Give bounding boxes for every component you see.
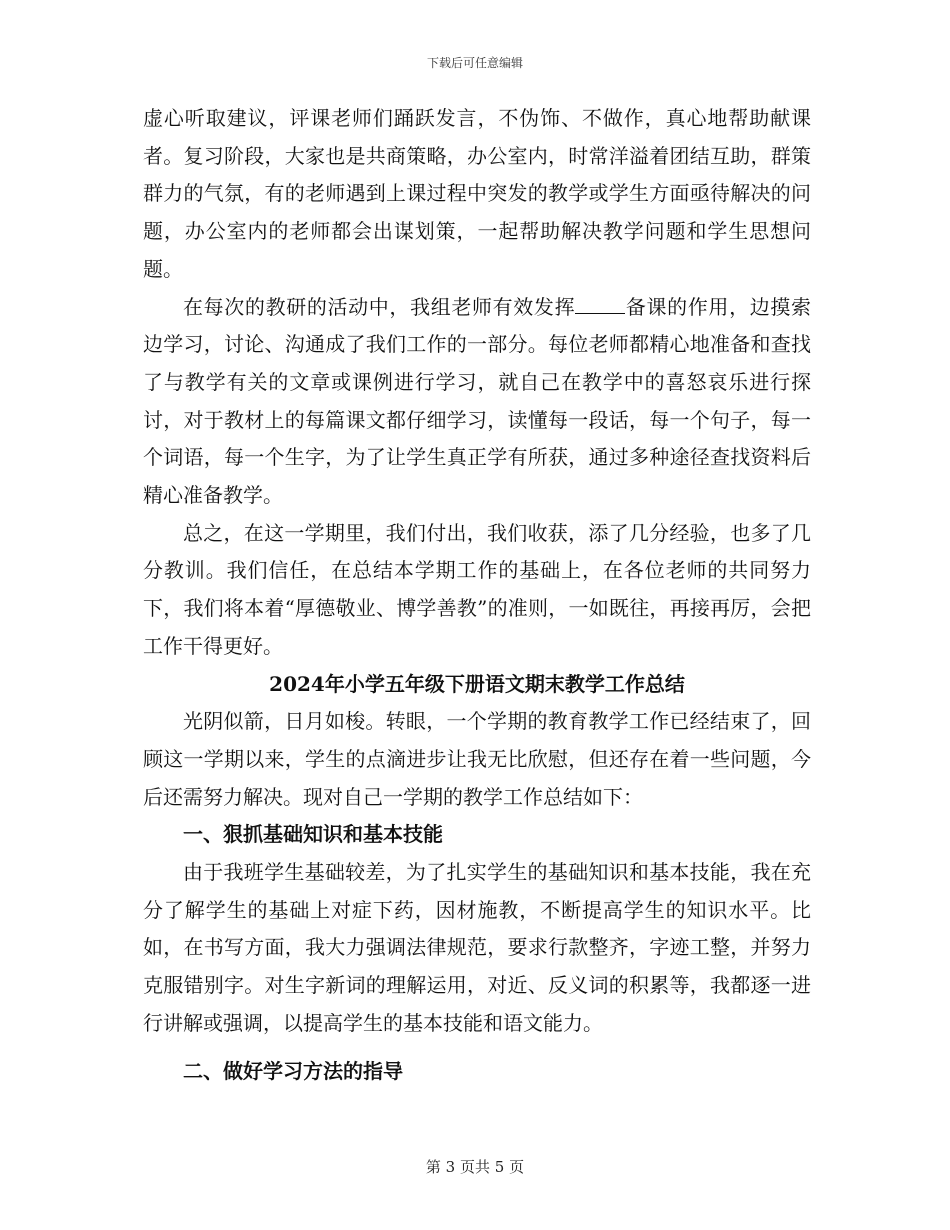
section-heading-1: 一、狠抓基础知识和基本技能 — [183, 822, 443, 847]
page-footer: 第 3 页共 5 页 — [425, 1158, 525, 1176]
paragraph-continued: 虚心听取建议，评课老师们踊跃发言，不伪饰、不做作，真心地帮助献课者。复习阶段，大家也是共商策略，办公室内，时常洋溢着团结互助，群策群力的气氛，有的老师遇到上课过程中突发的教学或学生方面亟待解决的问题，办公室内的老师都会出谋划策，一起帮助解决教学问题和学生思想问题。 — [143, 106, 811, 281]
page-header: 下载后可任意编辑 — [426, 56, 523, 70]
paragraph-basics: 由于我班学生基础较差，为了扎实学生的基础知识和基本技能，我在充分了解学生的基础上对症下药，因材施教，不断提高学生的知识水平。比如，在书写方面，我大力强调法律规范，要求行款整齐，字迹工整，并努力克服错别字。对生字新词的理解运用，对近、反义词的积累等，我都逐一进行讲解或强调，以提高学生的基本技能和语文能力。 — [143, 860, 811, 1035]
section-heading-2: 二、做好学习方法的指导 — [183, 1058, 403, 1083]
paragraph-conclusion: 总之，在这一学期里，我们付出，我们收获，添了几分经验，也多了几分教训。我们信任，在总结本学期工作的基础上，在各位老师的共同努力下，我们将本着“厚德敬业、博学善教”的准则，一如既往，再接再厉，会把工作干得更好。 — [143, 520, 811, 658]
paragraph-text-after-blank: 备课的作用，边摸索边学习，讨论、沟通成了我们工作的一部分。每位老师都精心地准备和查找了与教学有关的文章或课例进行学习，就自己在教学中的喜怒哀乐进行探讨，对于教材上的每篇课文都仔细学习，读懂每一段话，每一个句子，每一个词语，每一个生字，为了让学生真正学有所获，通过多种途径查找资料后精心准备教学。 — [143, 294, 812, 508]
fill-in-blank — [575, 295, 625, 314]
paragraph-intro: 光阴似箭，日月如梭。转眼，一个学期的教育教学工作已经结束了，回顾这一学期以来，学生的点滴进步让我无比欣慰，但还存在着一些问题，今后还需努力解决。现对自己一学期的教学工作总结如下： — [143, 709, 811, 809]
document-body — [143, 100, 811, 1090]
paragraph-text-before-blank: 在每次的教研的活动中，我组老师有效发挥 — [183, 294, 576, 319]
document-title: 2024年小学五年级下册语文期末教学工作总结 — [269, 671, 685, 696]
paragraph-teaching-research — [143, 289, 811, 515]
